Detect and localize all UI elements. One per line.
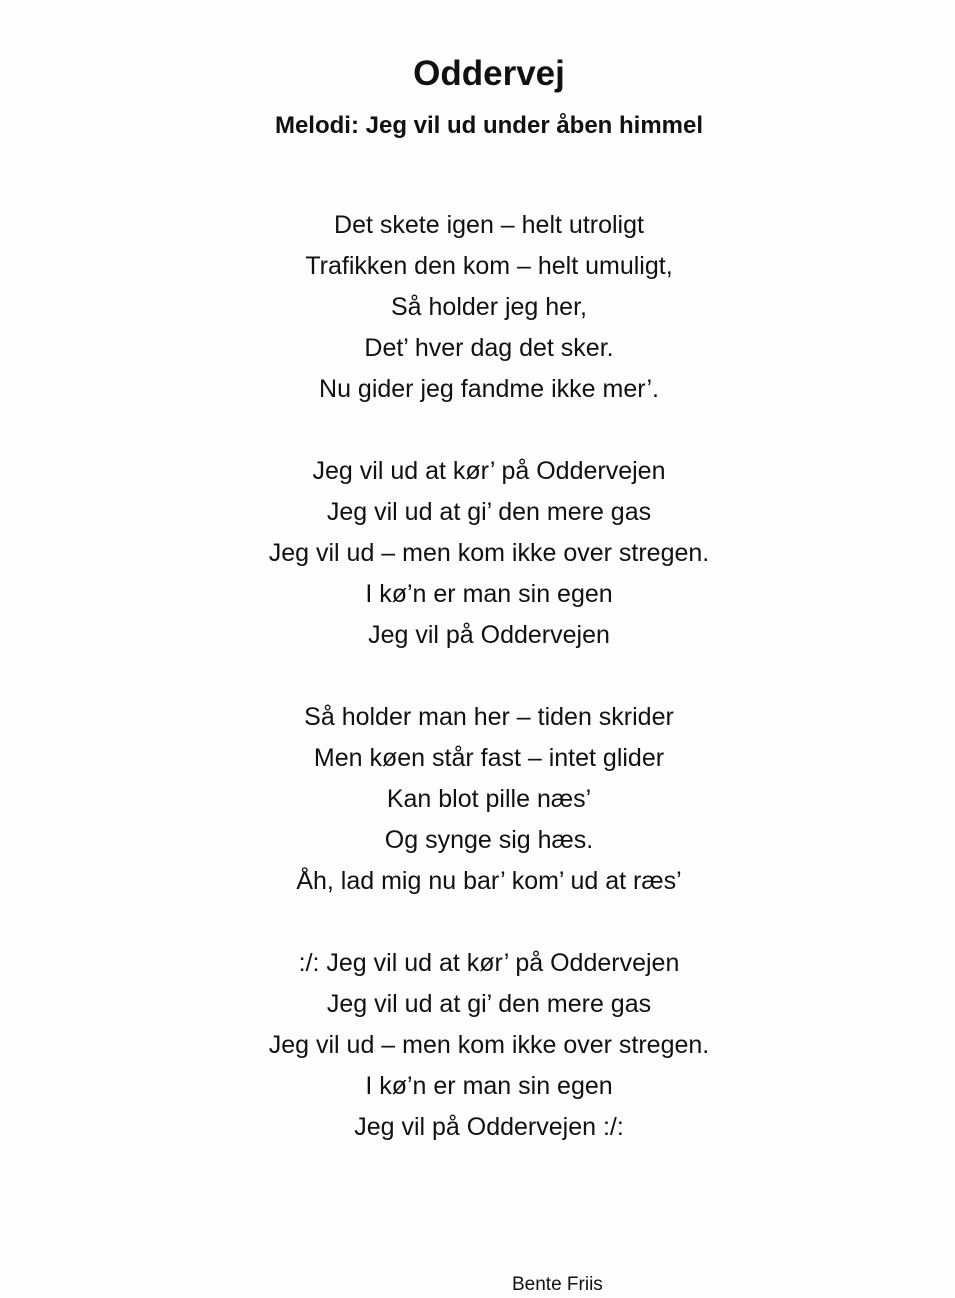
verse-line: I kø’n er man sin egen — [365, 580, 613, 608]
verse-line: Jeg vil på Oddervejen :/: — [354, 1113, 624, 1141]
verse-3 — [0, 697, 955, 902]
verse-line: Trafikken den kom – helt umuligt, — [305, 252, 673, 280]
song-title: Oddervej — [413, 54, 565, 93]
verse-line: I kø’n er man sin egen — [365, 1072, 613, 1100]
verse-line: Jeg vil ud at kør’ på Oddervejen — [312, 457, 666, 485]
verse-1 — [0, 205, 955, 410]
verse-line: Så holder man her – tiden skrider — [304, 703, 674, 731]
verse-line: Og synge sig hæs. — [384, 826, 594, 854]
melody-subtitle: Melodi: Jeg vil ud under åben himmel — [274, 112, 704, 139]
verse-line: Men køen står fast – intet glider — [313, 744, 665, 772]
verse-4-chorus-repeat — [0, 943, 955, 1148]
verse-line: Jeg vil ud – men kom ikke over stregen. — [268, 539, 710, 567]
verse-line: Åh, lad mig nu bar’ kom’ ud at ræs’ — [296, 867, 682, 895]
verse-2-chorus — [0, 451, 955, 656]
verse-line: Det’ hver dag det sker. — [364, 334, 614, 362]
verse-line: Kan blot pille næs’ — [386, 785, 592, 813]
verse-line: Jeg vil ud at gi’ den mere gas — [326, 498, 652, 526]
author-credit: Bente Friis — [512, 1274, 603, 1295]
verse-line: Nu gider jeg fandme ikke mer’. — [319, 375, 659, 403]
verse-line: Så holder jeg her, — [391, 293, 587, 321]
verse-line: Jeg vil på Oddervejen — [368, 621, 610, 649]
verse-line: :/: Jeg vil ud at kør’ på Oddervejen — [298, 949, 680, 977]
verse-line: Jeg vil ud – men kom ikke over stregen. — [268, 1031, 710, 1059]
verse-line: Jeg vil ud at gi’ den mere gas — [326, 990, 652, 1018]
verse-line: Det skete igen – helt utroligt — [334, 211, 644, 239]
